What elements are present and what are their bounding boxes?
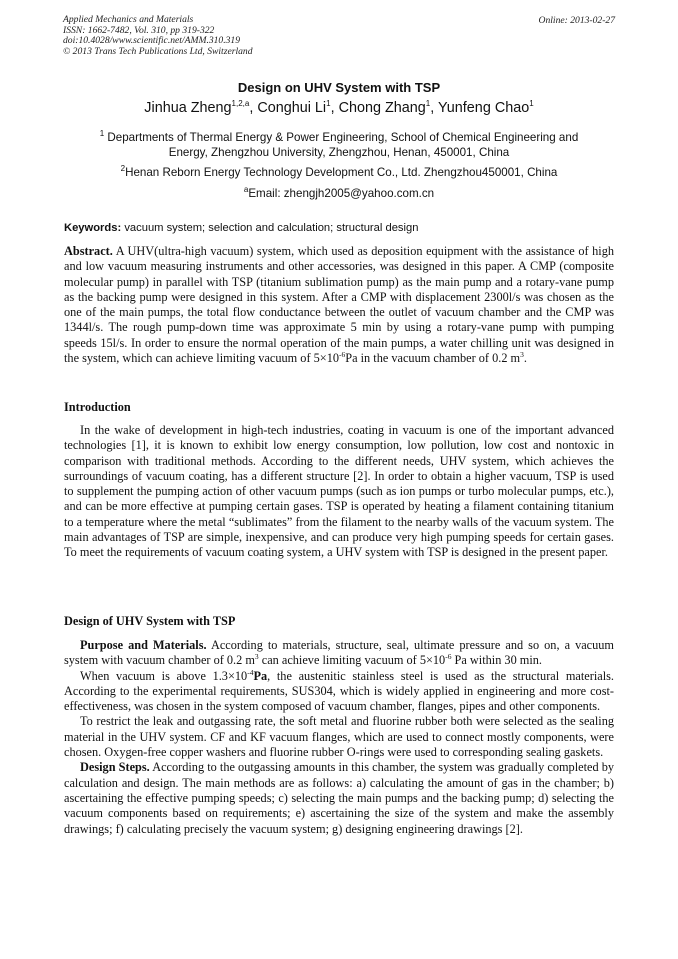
design-body	[64, 638, 614, 837]
design-p2-text-2: , the austenitic stainless steel is used as the structural materials. According to the experimental requirements, SUS304, which is widely applied in engineering and more cost-effectiveness, was chosen in the system composed of vacuum chamber, flanges, pipes and other components.	[64, 668, 614, 714]
subsection-label-purpose: Purpose and Materials.	[80, 638, 207, 652]
author-name: Yunfeng Chao	[438, 100, 530, 116]
journal-header	[63, 15, 253, 57]
design-p1-text-2: can achieve limiting vacuum of 5×10	[258, 653, 446, 668]
abstract	[64, 244, 614, 366]
abstract-text: A UHV(ultra-high vacuum) system, which used as deposition equipment with the assistance of high and low vacuum measuring instruments and other accessories, was designed in this paper. A CMP (composite molecular pump) in parallel with TSP (titanium sublimation pump) as the main pump and a rotary-vane pump as the backing pump were designed in this system. After a CMP with displacement 2300l/s was chosen as the one of the main pumps, the total flow conductance between the outlet of vacuum chamber and the CMP was 1344l/s. The rough pump-down time was approximate 5 min by using a rotary-vane pump with pumping speeds 15l/s. In order to ensure the normal operation of the main pumps, a water chilling unit was designed in the system, which can achieve limiting vacuum of 5×10	[64, 244, 614, 366]
keywords-text: vacuum system; selection and calculation; structural design	[124, 222, 419, 234]
design-p1-exponent-2: -6	[445, 652, 452, 662]
author-separator: ,	[249, 100, 258, 116]
design-p1-text: According to materials, structure, seal, ultimate pressure and so on, a vacuum system with vacuum chamber of 0.2 m	[64, 638, 614, 668]
introduction-body	[64, 423, 614, 561]
doi-line: doi:10.4028/www.scientific.net/AMM.310.319	[63, 35, 241, 47]
design-p1-exponent: 3	[254, 652, 259, 662]
affiliation-2-text: Henan Reborn Energy Technology Development Co., Ltd. Zhengzhou450001, China	[125, 166, 558, 179]
abstract-text-2: Pa in the vacuum chamber of 0.2 m	[345, 351, 521, 366]
author-affiliation-mark: 1	[326, 99, 331, 109]
abstract-label: Abstract.	[64, 244, 113, 258]
author-affiliation-mark: 1	[425, 99, 431, 109]
design-p2-text: When vacuum is above 1.3×10	[80, 668, 248, 683]
author-affiliation-mark: 1	[529, 99, 534, 109]
author-list	[0, 100, 678, 116]
abstract-exponent: -6	[339, 349, 346, 359]
keywords	[64, 222, 418, 234]
section-heading-design: Design of UHV System with TSP	[64, 614, 236, 628]
author-name: Conghui Li	[257, 100, 327, 116]
design-paragraph-4	[64, 760, 614, 836]
author-name: Jinhua Zheng	[144, 100, 232, 116]
author-separator: ,	[430, 100, 438, 116]
design-p4-text: According to the outgassing amounts in this chamber, the system was gradually completed by calculation and design. The main methods are as follows: a) calculating the amount of gas in the chamber; b) ascertaining the effective pumping speeds; c) selecting the main pumps and the backing pump; d) selecting the vacuum components based on requirements; e) ascertaining the size of the system and make the assembly drawings; f) calculating precisely the vacuum system; g) designing engineering drawings [2].	[64, 760, 615, 836]
email-text: Email: zhengjh2005@yahoo.com.cn	[248, 187, 435, 200]
design-paragraph-2	[64, 669, 614, 715]
abstract-text-3: .	[523, 351, 527, 366]
design-p1-text-3: Pa within 30 min.	[451, 653, 542, 668]
paper-title: Design on UHV System with TSP	[237, 80, 441, 95]
design-p2-unit: Pa	[253, 668, 268, 683]
abstract-exponent-2: 3	[520, 349, 524, 359]
author-separator: ,	[330, 100, 339, 116]
author-name: Chong Zhang	[338, 100, 426, 116]
subsection-label-steps: Design Steps.	[80, 760, 150, 775]
issn-line: ISSN: 1662-7482, Vol. 310, pp 319-322	[63, 24, 215, 36]
email-mark: a	[243, 185, 249, 195]
corresponding-email	[0, 187, 678, 200]
affiliation-2-mark: 2	[120, 164, 126, 174]
affiliation-2	[80, 165, 598, 180]
affiliation-1	[80, 130, 598, 161]
online-date: Online: 2013-02-27	[538, 15, 615, 26]
design-paragraph-3: To restrict the leak and outgassing rate, the soft metal and fluorine rubber both were selected as the sealing material in the UHV system. CF and KF vacuum flanges, which are used to connect mostly components, were chosen. Oxygen-free copper washers and fluorine rubber O-rings were used to corresponding sealing gaskets.	[64, 714, 614, 760]
affiliation-1-text: Departments of Thermal Energy & Power Engineering, School of Chemical Engineering and Energy, Zhengzhou University, Zhengzhou, Henan, 450001, China	[107, 131, 579, 160]
section-heading-introduction: Introduction	[64, 400, 131, 414]
affiliation-1-mark: 1	[99, 129, 105, 139]
journal-name: Applied Mechanics and Materials	[63, 14, 194, 25]
author-affiliation-mark: 1,2,a	[231, 99, 250, 109]
introduction-paragraph: In the wake of development in high-tech industries, coating in vacuum is one of the important advanced technologies [1], it is known to exhibit low energy consumption, low pollution, low cost and nontoxic in comparison with traditional methods. According to the different needs, UHV system, which achieves the surroundings of vacuum coating, has a different structure [2]. In order to obtain a higher vacuum, TSP is used to supplement the pumping action of other vacuum pumps (such as ion pumps or turbo molecular pumps, etc.), and can be more effective at pumping certain gases. TSP is operated by heating a filament containing titanium to a temperature where the metal “sublimates” from the filament to the nearby walls of the vacuum system. The main advantages of TSP are simple, inexpensive, and can produce very high pumping speeds for certain gases. To meet the requirements of vacuum coating system, a UHV system with TSP is designed in the present paper.	[64, 423, 614, 560]
design-p2-exponent: -4	[247, 667, 254, 677]
design-paragraph-1	[64, 638, 614, 669]
keywords-label: Keywords:	[64, 222, 122, 234]
copyright-line: © 2013 Trans Tech Publications Ltd, Switzerland	[63, 45, 253, 57]
